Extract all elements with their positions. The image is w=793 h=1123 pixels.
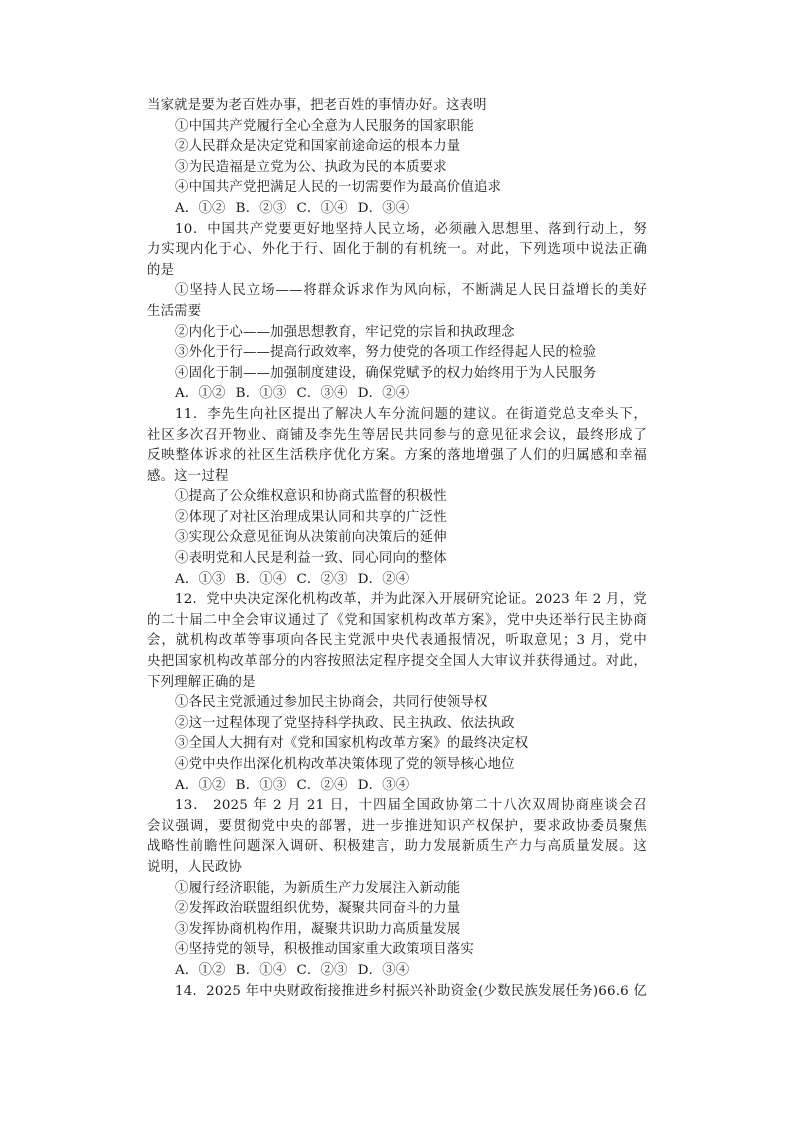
choice-d: D．③④: [357, 962, 410, 978]
question-11-option-1: ①提高了公众维权意识和协商式监督的积极性: [175, 489, 447, 505]
question-13-option-3: ③发挥协商机构作用，凝聚共识助力高质量发展: [175, 921, 461, 937]
choice-a: A．①②: [175, 386, 226, 402]
question-13-option-1: ①履行经济职能，为新质生产力发展注入新动能: [175, 880, 461, 896]
choice-b: B．①③: [235, 386, 287, 402]
question-12-option-1: ①各民主党派通过参加民主协商会，共同行使领导权: [175, 695, 488, 711]
choice-c: C．①④: [296, 200, 348, 216]
question-12-choices: [147, 776, 647, 797]
choice-c: C．②④: [296, 777, 348, 793]
choice-c: C．③④: [296, 386, 348, 402]
question-9-choices: [147, 199, 647, 220]
choice-b: B．①④: [235, 962, 287, 978]
question-13-stem-line: 战略性前瞻性问题深入调研、积极建言，助力发展新质生产力与高质量发展。这: [147, 839, 647, 855]
choice-a: A．①③: [175, 571, 226, 587]
question-10: [147, 220, 647, 405]
choice-a: A．①②: [175, 777, 226, 793]
question-9-stem-tail: 当家就是要为老百姓办事，把老百姓的事情办好。这表明: [147, 98, 487, 113]
question-13: [147, 796, 647, 981]
question-11-option-3: ③实现公众意见征询从决策前向决策后的延伸: [175, 530, 447, 546]
choice-b: B．①③: [235, 777, 287, 793]
question-12-option-3: ③全国人大拥有对《党和国家机构改革方案》的最终决定权: [175, 736, 529, 752]
question-10-choices: [147, 384, 647, 405]
question-13-option-2: ②发挥政治联盟组织优势，凝聚共同奋斗的力量: [175, 901, 461, 917]
question-9-option-4: ④中国共产党把满足人民的一切需要作为最高价值追求: [175, 180, 502, 196]
question-12-stem-line: 的二十届二中全会审议通过了《党和国家机构改革方案》，党中央还举行民主协商: [147, 612, 647, 628]
question-12-option-4: ④党中央作出深化机构改革决策体现了党的领导核心地位: [175, 757, 515, 772]
question-10-stem-line: 力实现内化于心、外化于行、固化于制的有机统一。对此，下列选项中说法正确: [147, 242, 647, 258]
question-13-option-4: ④坚持党的领导，积极推动国家重大政策项目落实: [175, 942, 474, 958]
question-10-option-1: ①坚持人民立场——将群众诉求作为风向标，不断满足人民日益增长的美好: [175, 283, 647, 299]
question-11-option-2: ②体现了对社区治理成果认同和共享的广泛性: [175, 509, 447, 525]
choice-d: D．②④: [357, 571, 410, 587]
choice-b: B．②③: [235, 200, 287, 216]
question-11: [147, 405, 647, 590]
question-12-stem-line: 下列理解正确的是: [147, 674, 256, 690]
question-13-stem-line: 13． 2025 年 2 月 21 日，十四届全国政协第二十八次双周协商座谈会召: [175, 798, 647, 814]
question-11-stem-line: 11．李先生向社区提出了解决人车分流问题的建议。在街道党总支牵头下，: [175, 406, 647, 422]
question-12-option-2: ②这一过程体现了党坚持科学执政、民主执政、依法执政: [175, 715, 515, 731]
choice-d: D．③④: [357, 200, 410, 216]
question-12-stem-line: 央把国家机构改革部分的内容按照法定程序提交全国人大审议并获得通过。对此，: [147, 654, 647, 670]
question-13-stem-line: 说明，人民政协: [147, 859, 243, 875]
question-13-stem-line: 会议强调，要贯彻党中央的部署，进一步推进知识产权保护，要求政协委员聚焦: [147, 818, 647, 834]
question-11-stem-line: 社区多次召开物业、商铺及李先生等居民共同参与的意见征求会议，最终形成了: [147, 427, 647, 443]
choice-b: B．①④: [235, 571, 287, 587]
question-11-stem-line: 感。这一过程: [147, 468, 229, 484]
question-9-option-1: ①中国共产党履行全心全意为人民服务的国家职能: [175, 118, 474, 134]
question-12: [147, 590, 647, 796]
question-11-stem-line: 反映整体诉求的社区生活秩序优化方案。方案的落地增强了人们的归属感和幸福: [147, 448, 647, 464]
choice-d: D．③④: [357, 777, 410, 793]
question-9-option-3: ③为民造福是立党为公、执政为民的本质要求: [175, 159, 447, 175]
question-9-option-2: ②人民群众是决定党和国家前途命运的根本力量: [175, 139, 461, 155]
question-10-option-1-cont: 生活需要: [147, 303, 202, 319]
question-12-stem-line: 12．党中央决定深化机构改革，并为此深入开展研究论证。2023 年 2 月，党: [175, 592, 647, 608]
question-11-choices: [147, 570, 647, 591]
question-13-choices: [147, 961, 647, 982]
question-10-option-2: ②内化于心——加强思想教育，牢记党的宗旨和执政理念: [175, 324, 515, 340]
choice-c: C．②③: [296, 962, 348, 978]
question-10-option-3: ③外化于行——提高行政效率，努力使党的各项工作经得起人民的检验: [175, 345, 597, 361]
exam-page: [147, 96, 647, 1002]
question-10-stem-line: 10．中国共产党要更好地坚持人民立场，必须融入思想里、落到行动上，努: [175, 221, 647, 237]
question-14: [147, 982, 647, 1003]
question-12-stem-line: 会，就机构改革等事项向各民主党派中央代表通报情况，听取意见；3 月，党中: [147, 633, 647, 649]
question-10-stem-line: 的是: [147, 262, 175, 278]
question-14-stem-line: 14．2025 年中央财政衔接推进乡村振兴补助资金(少数民族发展任务)66.6 亿: [175, 983, 647, 999]
choice-c: C．②③: [296, 571, 348, 587]
choice-a: A．①②: [175, 962, 226, 978]
choice-d: D．②④: [357, 386, 410, 402]
question-9: [147, 96, 647, 220]
question-10-option-4: ④固化于制——加强制度建设，确保党赋予的权力始终用于为人民服务: [175, 365, 597, 381]
question-11-option-4: ④表明党和人民是利益一致、同心同向的整体: [175, 551, 447, 567]
choice-a: A．①②: [175, 200, 226, 216]
